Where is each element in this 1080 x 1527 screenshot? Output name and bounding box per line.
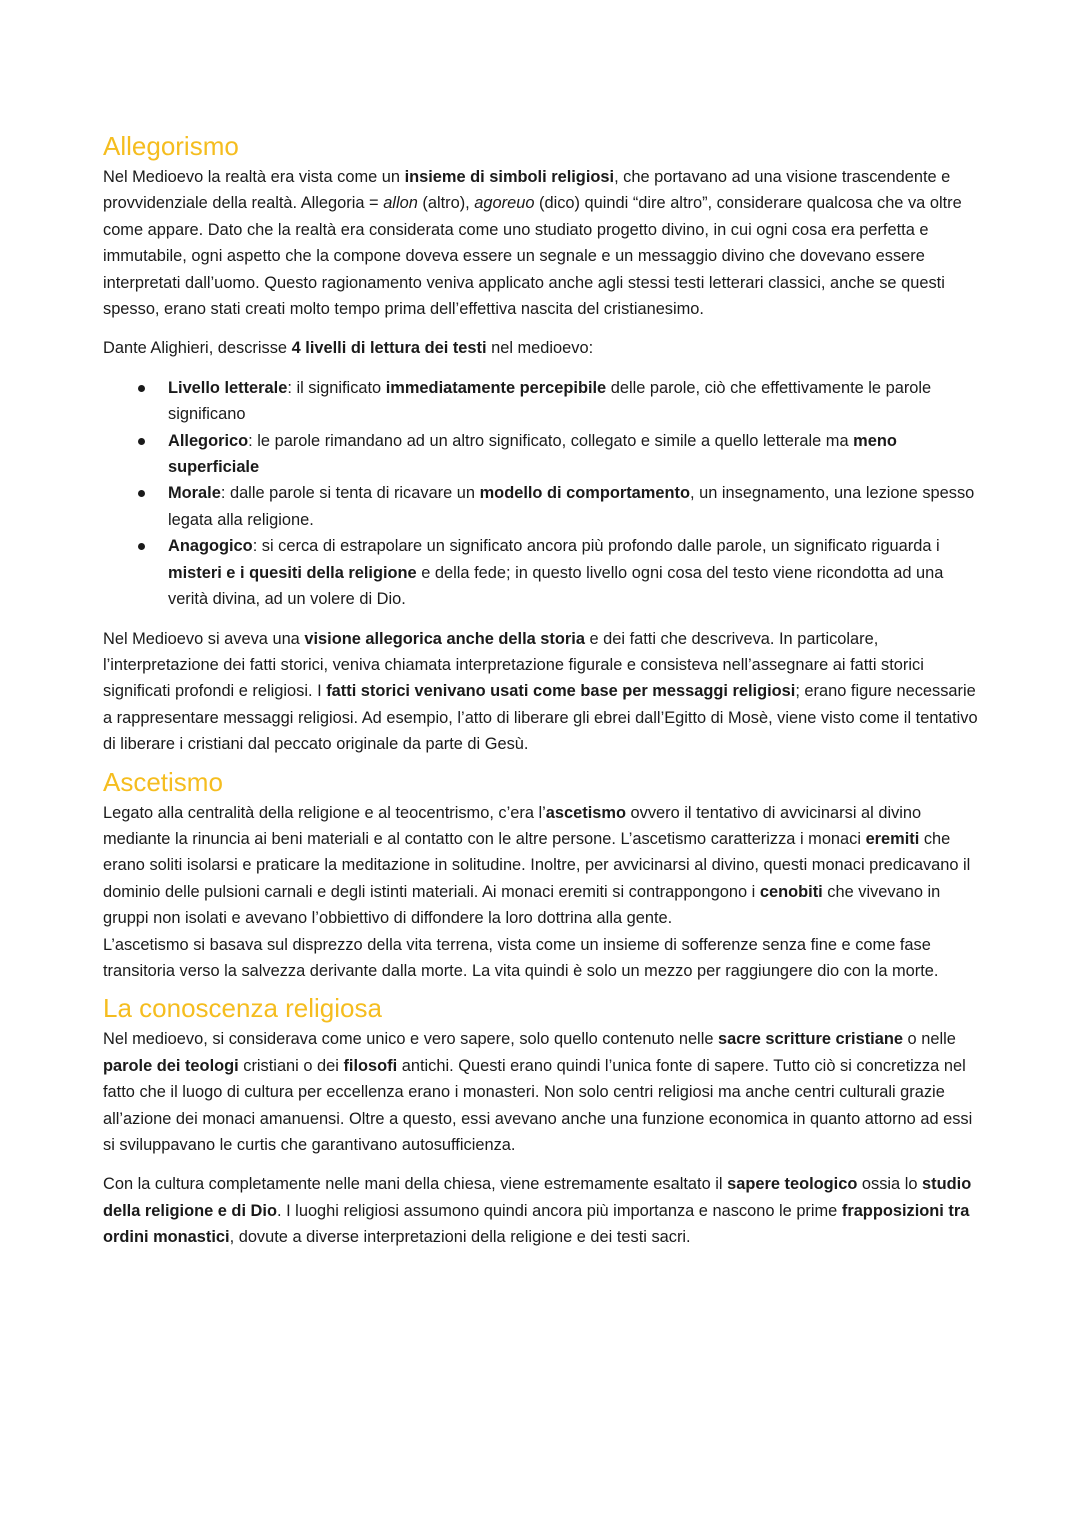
text-run: cristiani o dei xyxy=(238,1056,344,1075)
text-run: ossia lo xyxy=(857,1175,923,1194)
text-run: Nel Medioevo si aveva una xyxy=(103,629,305,648)
text-run: , dovute a diverse interpretazioni della religione e dei testi sacri. xyxy=(229,1228,691,1247)
bold-text: filosofi xyxy=(343,1056,398,1075)
text-run: (dico) quindi “dire altro”, considerare qualcosa che va oltre come appare. Dato che la realtà era considerata come uno studiato progetto divino, in cui ogni cosa era perfetta e immutabile, ogni aspetto che la compone doveva essere un segnale e un messaggio divino che dovevano essere interpretati dall’uomo. Questo ragionamento veniva applicato anche agli stessi testi letterari classici, anche se questi spesso, erano stati creati molto tempo prima dell’effettiva nascita del cristianesimo. xyxy=(103,194,962,319)
bold-text: modello di comportamento xyxy=(479,484,690,503)
bold-text: visione allegorica anche della storia xyxy=(304,629,585,648)
text-run: Con la cultura completamente nelle mani della chiesa, viene estremamente esaltato il xyxy=(103,1175,728,1194)
document-page xyxy=(103,128,983,1251)
list-item-text xyxy=(168,484,974,528)
heading-ascetismo: Ascetismo xyxy=(103,766,223,797)
text-run: , un insegnamento, una lezione spesso legata alla religione. xyxy=(168,484,975,529)
list-item-text xyxy=(168,537,943,608)
paragraph xyxy=(103,1026,983,1158)
paragraph xyxy=(103,335,983,361)
text-run: (altro), xyxy=(417,194,475,213)
text-run: delle parole, ciò che effettivamente le parole significano xyxy=(168,378,932,424)
bold-text: parole dei teologi xyxy=(103,1056,239,1075)
bold-text: Anagogico xyxy=(168,537,253,556)
bullet-icon xyxy=(138,490,145,497)
list-item xyxy=(103,375,983,428)
text-run: Dante Alighieri, descrisse xyxy=(103,339,292,358)
bold-text: Morale xyxy=(168,484,221,503)
bold-text: cenobiti xyxy=(759,882,823,901)
text-run: ; erano figure necessarie a rappresentare messaggi religiosi. Ad esempio, l’atto di liberare gli ebrei dall’Egitto di Mosè, viene visto come il tentativo di liberare i cristiani dal peccato originale da parte di Gesù. xyxy=(103,682,978,754)
bold-text: sapere teologico xyxy=(727,1175,858,1194)
paragraph xyxy=(103,626,983,758)
list-item xyxy=(103,428,983,481)
text-run: : il significato xyxy=(287,378,386,397)
reading-levels-list xyxy=(103,375,983,613)
text-run: Nel Medioevo la realtà era vista come un xyxy=(103,168,405,186)
text-run: L’ascetismo si basava sul disprezzo della vita terrena, vista come un insieme di sofferenze senza fine e come fase transitoria verso la salvezza derivante dalla morte. La vita quindi è solo un mezzo per raggiungere dio con la morte. xyxy=(103,935,939,980)
paragraph xyxy=(103,800,983,932)
bullet-icon xyxy=(138,438,145,445)
list-item xyxy=(103,480,983,533)
bold-text: 4 livelli di lettura dei testi xyxy=(291,339,487,358)
heading-conoscenza-religiosa: La conoscenza religiosa xyxy=(103,993,382,1024)
bold-text: Allegorico xyxy=(168,431,249,450)
bold-text: misteri e i quesiti della religione xyxy=(168,563,417,582)
text-run: Legato alla centralità della religione e al teocentrismo, c’era l’ xyxy=(103,803,546,822)
bold-text: fatti storici venivano usati come base per messaggi religiosi xyxy=(326,682,796,701)
bullet-icon xyxy=(138,385,145,392)
paragraph xyxy=(103,164,983,322)
list-item-text xyxy=(168,379,931,423)
text-run: o nelle xyxy=(902,1030,956,1049)
text-run: nel medioevo: xyxy=(486,339,594,358)
text-run: , che portavano ad una visione trascendente e provvidenziale della realtà. Allegoria = xyxy=(103,168,951,213)
bold-text: insieme di simboli religiosi xyxy=(404,168,615,186)
bold-text: meno superficiale xyxy=(168,431,897,477)
bold-text: ascetismo xyxy=(545,803,626,822)
text-run: ovvero il tentativo di avvicinarsi al divino mediante la rinuncia ai beni materiali e al contatto con le altre persone. L’ascetismo caratterizza i monaci xyxy=(103,803,922,848)
italic-text: allon xyxy=(383,194,418,213)
text-run: : si cerca di estrapolare un significato ancora più profondo dalle parole, un significato riguarda i xyxy=(252,537,940,556)
list-item xyxy=(103,533,983,612)
text-run: Nel medioevo, si considerava come unico e vero sapere, solo quello contenuto nelle xyxy=(103,1030,719,1049)
heading-allegorismo: Allegorismo xyxy=(103,131,239,161)
paragraph xyxy=(103,1171,983,1250)
list-item-text xyxy=(168,432,897,476)
bold-text: eremiti xyxy=(865,829,920,848)
bold-text: Livello letterale xyxy=(168,378,288,397)
text-run: antichi. Questi erano quindi l’unica fonte di sapere. Tutto ciò si concretizza nel fatto che il luogo di cultura per eccellenza erano i monasteri. Non solo centri religiosi ma anche centri culturali grazie all’azione dei monaci amanuensi. Oltre a questo, essi avevano anche una funzione economica in quanto attorno ad essi si sviluppavano le curtis che garantivano autosufficienza. xyxy=(103,1056,973,1154)
italic-text: agoreuo xyxy=(474,194,535,213)
bold-text: studio della religione e di Dio xyxy=(103,1175,972,1220)
bold-text: immediatamente percepibile xyxy=(385,378,607,397)
text-run: : dalle parole si tenta di ricavare un xyxy=(220,484,480,503)
bullet-icon xyxy=(138,543,145,550)
text-run: che erano soliti isolarsi e praticare la meditazione in solitudine. Inoltre, per avvicinarsi al divino, questi monaci predicavano il dominio delle pulsioni carnali e degli istinti materiali. Ai monaci eremiti si contrappongono i xyxy=(103,829,971,901)
text-run: che vivevano in gruppi non isolati e avevano l’obbiettivo di diffondere la loro dottrina alla gente. xyxy=(103,882,941,928)
text-run: : le parole rimandano ad un altro significato, collegato e simile a quello letterale ma xyxy=(248,431,854,450)
bold-text: sacre scritture cristiane xyxy=(718,1030,903,1049)
text-run: e della fede; in questo livello ogni cosa del testo viene ricondotta ad una verità divina, ad un volere di Dio. xyxy=(168,563,944,609)
bold-text: frapposizioni tra ordini monastici xyxy=(103,1201,970,1247)
text-run: . I luoghi religiosi assumono quindi ancora più importanza e nascono le prime xyxy=(276,1201,842,1220)
paragraph xyxy=(103,932,983,985)
text-run: e dei fatti che descriveva. In particolare, l’interpretazione dei fatti storici, veniva chiamata interpretazione figurale e consisteva nell’assegnare ai fatti storici significati profondi e religiosi. I xyxy=(103,629,924,701)
